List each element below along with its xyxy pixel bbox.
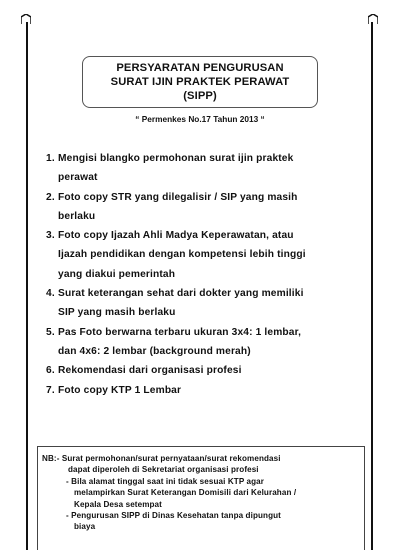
list-item: 3. Foto copy Ijazah Ahli Madya Keperawatan, atau Ijazah pendidikan dengan kompetensi lebih tinggi yang diakui pemerintah xyxy=(46,230,306,280)
requirements-list xyxy=(46,149,364,400)
list-item: 1. Mengisi blangko permohonan surat ijin praktek perawat xyxy=(46,153,294,184)
title-line-1: PERSYARATAN PENGURUSAN xyxy=(116,62,284,74)
note-line: dapat diperoleh di Sekretariat organisasi profesi xyxy=(68,465,259,475)
title-box xyxy=(82,56,318,108)
note-line: - Bila alamat tinggal saat ini tidak sesuai KTP agar xyxy=(66,476,265,486)
title-line-2: SURAT IJIN PRAKTEK PERAWAT xyxy=(110,76,290,88)
list-item: 6. Rekomendasi dari organisasi profesi xyxy=(46,365,242,377)
note-line: Kepala Desa setempat xyxy=(74,499,162,509)
regulation-subtitle: “ Permenkes No.17 Tahun 2013 “ xyxy=(135,114,265,124)
list-item: 2. Foto copy STR yang dilegalisir / SIP yang masih berlaku xyxy=(46,191,298,222)
note-line: biaya xyxy=(74,522,96,532)
note-line: NB:- Surat permohonan/surat pernyataan/surat rekomendasi xyxy=(42,454,281,463)
scroll-tab-right-icon xyxy=(368,14,378,20)
list-item: 5. Pas Foto berwarna terbaru ukuran 3x4: 1 lembar, dan 4x6: 2 lembar (background merah) xyxy=(46,326,302,357)
list-item: 7. Foto copy KTP 1 Lembar xyxy=(46,384,182,396)
note-box xyxy=(37,446,365,550)
title-line-3: (SIPP) xyxy=(183,90,217,102)
scroll-tab-left-icon xyxy=(21,14,31,20)
note-line: melampirkan Surat Keterangan Domisili dari Kelurahan / xyxy=(74,488,297,498)
list-item: 4. Surat keterangan sehat dari dokter yang memiliki SIP yang masih berlaku xyxy=(46,288,304,319)
note-line: - Pengurusan SIPP di Dinas Kesehatan tanpa dipungut xyxy=(66,511,281,521)
